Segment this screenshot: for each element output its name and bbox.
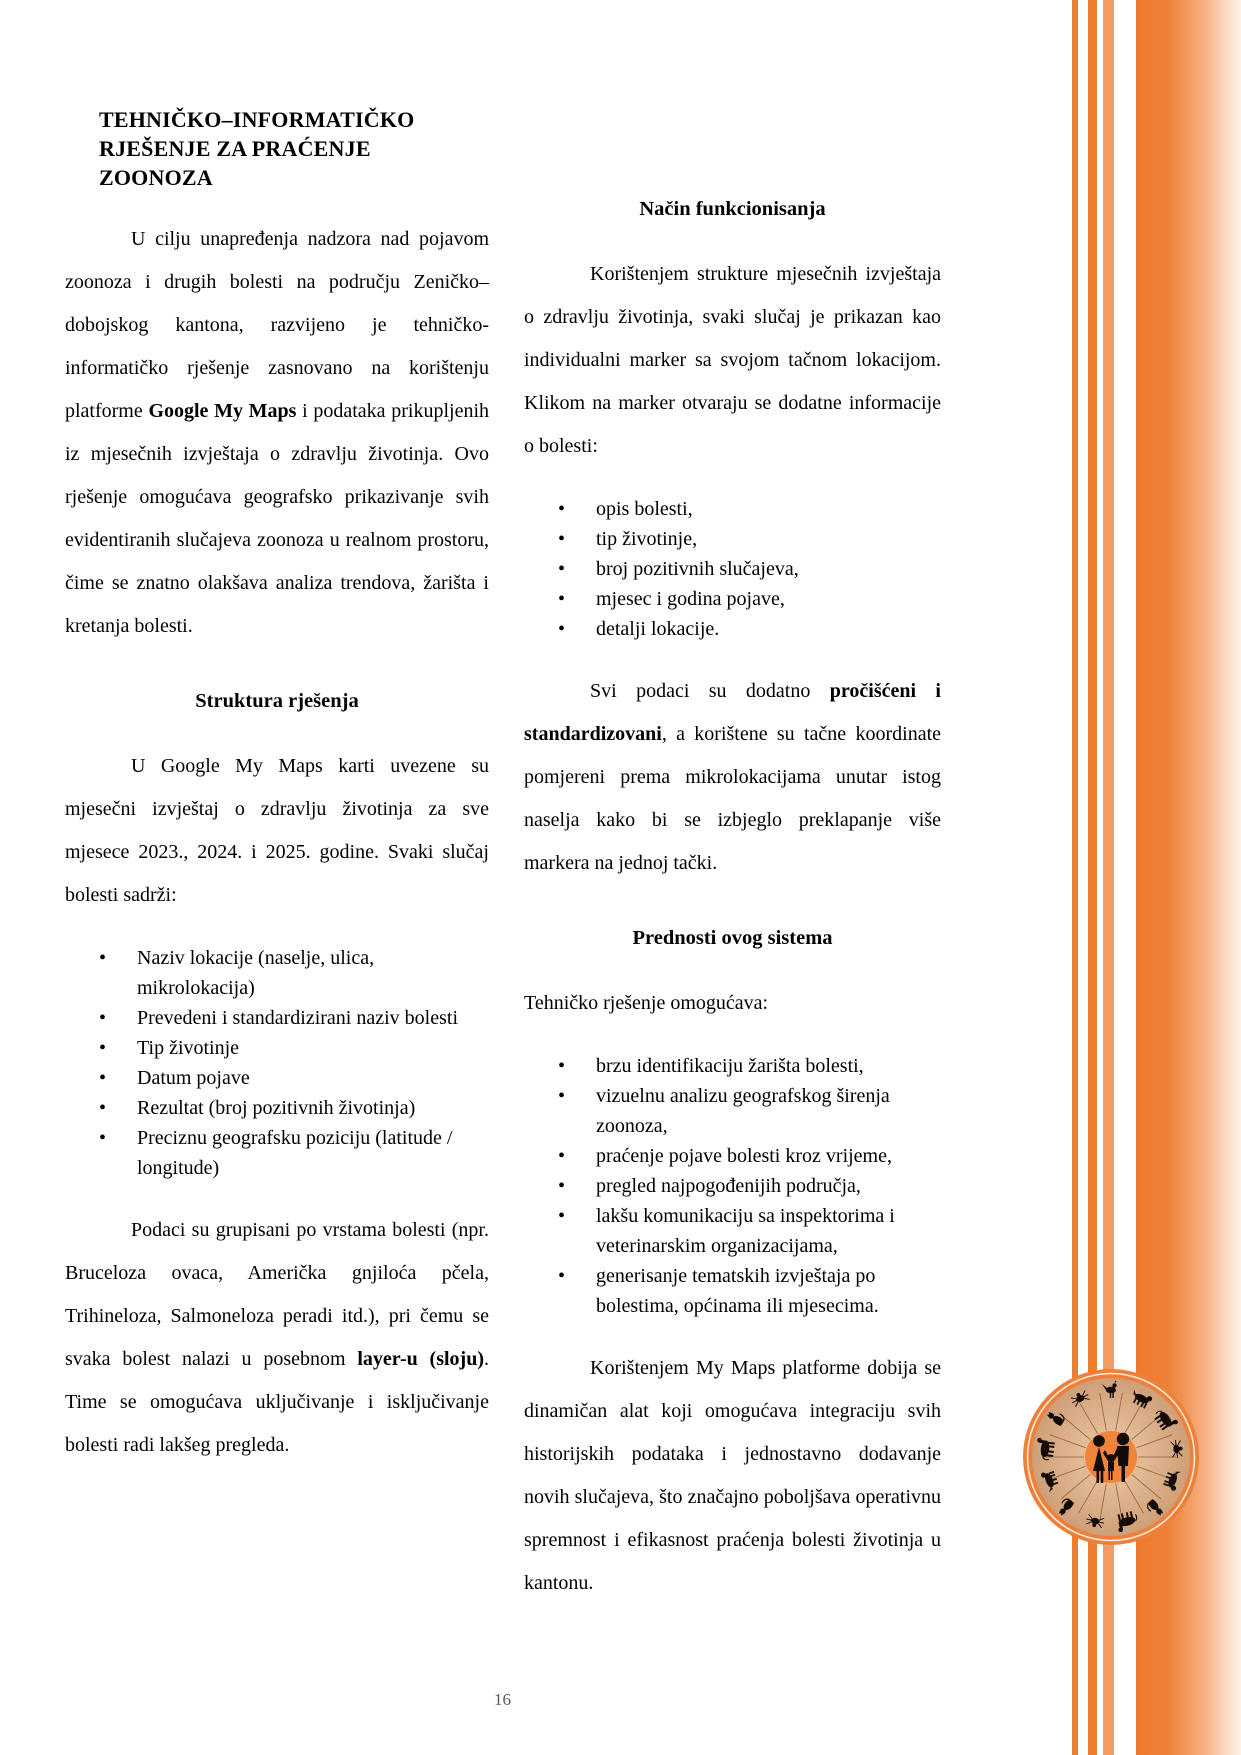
list-item: • mjesec i godina pojave, xyxy=(596,584,941,614)
list-item: • pregled najpogođenijih područja, xyxy=(596,1171,941,1201)
list-item: • Rezultat (broj pozitivnih životinja) xyxy=(137,1093,489,1123)
paragraph-zakljucak: Korištenjem My Maps platforme dobija se dinamičan alat koji omogućava integraciju svih historijskih podataka i jednostavno dodavanje novih slučajeva, što značajno poboljšava operativnu spremnost i efikasnost praćenja bolesti životinja u kantonu. xyxy=(524,1357,941,1594)
paragraph-intro: U cilju unapređenja nadzora nad pojavom zoonoza i drugih bolesti na području Zeničko–dobojskog kantona, razvijeno je tehničko-informatičko rješenje zasnovano na korištenju platforme Google My Maps i podataka prikupljenih iz mjesečnih izvještaja o zdravlju životinja. Ovo rješenje omogućava geografsko prikazivanje svih evidentiranih slučajeva zoonoza u realnom prostoru, čime se znatno olakšava analiza trendova, žarišta i kretanja bolesti. xyxy=(65,228,489,637)
list-item: • broj pozitivnih slučajeva, xyxy=(596,554,941,584)
article-title: TEHNIČKO–INFORMATIČKO RJEŠENJE ZA PRAĆENJE ZOONOZA xyxy=(99,107,415,190)
paragraph-nacin: Korištenjem strukture mjesečnih izvještaja o zdravlju životinja, svaki slučaj je prikazan kao individualni marker sa svojom tačnom lokacijom. Klikom na marker otvaraju se dodatne informacije o bolesti: xyxy=(524,263,941,457)
list-item: • Preciznu geografsku poziciju (latitude / longitude) xyxy=(137,1123,489,1183)
paragraph-prednosti-intro: Tehničko rješenje omogućava: xyxy=(524,992,769,1014)
case-fields-list xyxy=(65,943,489,1183)
list-item: • Tip životinje xyxy=(137,1033,489,1063)
list-item: • lakšu komunikaciju sa inspektorima i veterinarskim organizacijama, xyxy=(596,1201,941,1261)
heading-nacin: Način funkcionisanja xyxy=(639,198,826,220)
list-item: • detalji lokacije. xyxy=(596,614,941,644)
list-item: • generisanje tematskih izvještaja po bolestima, općinama ili mjesecima. xyxy=(596,1261,941,1321)
list-item: • Naziv lokacije (naselje, ulica, mikrolokacija) xyxy=(137,943,489,1003)
heading-prednosti: Prednosti ovog sistema xyxy=(632,927,833,949)
paragraph-grupisanje: Podaci su grupisani po vrstama bolesti (npr. Bruceloza ovaca, Američka gnjiloća pčela, Trihineloza, Salmoneloza peradi itd.), pri čemu se svaka bolest nalazi u posebnom layer-u (sloju). Time se omogućava uključivanje i isključivanje bolesti radi lakšeg pregleda. xyxy=(65,1219,489,1456)
list-item: • tip životinje, xyxy=(596,524,941,554)
list-item: • praćenje pojave bolesti kroz vrijeme, xyxy=(596,1141,941,1171)
list-item: • opis bolesti, xyxy=(596,494,941,524)
heading-struktura: Struktura rješenja xyxy=(195,690,359,712)
zoonosis-logo-icon xyxy=(1022,1368,1200,1546)
left-column xyxy=(65,105,489,1467)
benefits-list xyxy=(524,1051,941,1321)
marker-info-list xyxy=(524,494,941,644)
page-number: 16 xyxy=(494,1690,511,1709)
right-column xyxy=(524,196,941,1605)
list-item: • Prevedeni i standardizirani naziv bolesti xyxy=(137,1003,489,1033)
paragraph-struktura: U Google My Maps karti uvezene su mjesečni izvještaj o zdravlju životinja za sve mjesece 2023., 2024. i 2025. godine. Svaki slučaj bolesti sadrži: xyxy=(65,755,489,906)
list-item: • brzu identifikaciju žarišta bolesti, xyxy=(596,1051,941,1081)
list-item: • vizuelnu analizu geografskog širenja zoonoza, xyxy=(596,1081,941,1141)
paragraph-podaci: Svi podaci su dodatno pročišćeni i standardizovani, a korištene su tačne koordinate pomjereni prema mikrolokacijama unutar istog naselja kako bi se izbjeglo preklapanje više markera na jednoj tački. xyxy=(524,680,941,874)
list-item: • Datum pojave xyxy=(137,1063,489,1093)
